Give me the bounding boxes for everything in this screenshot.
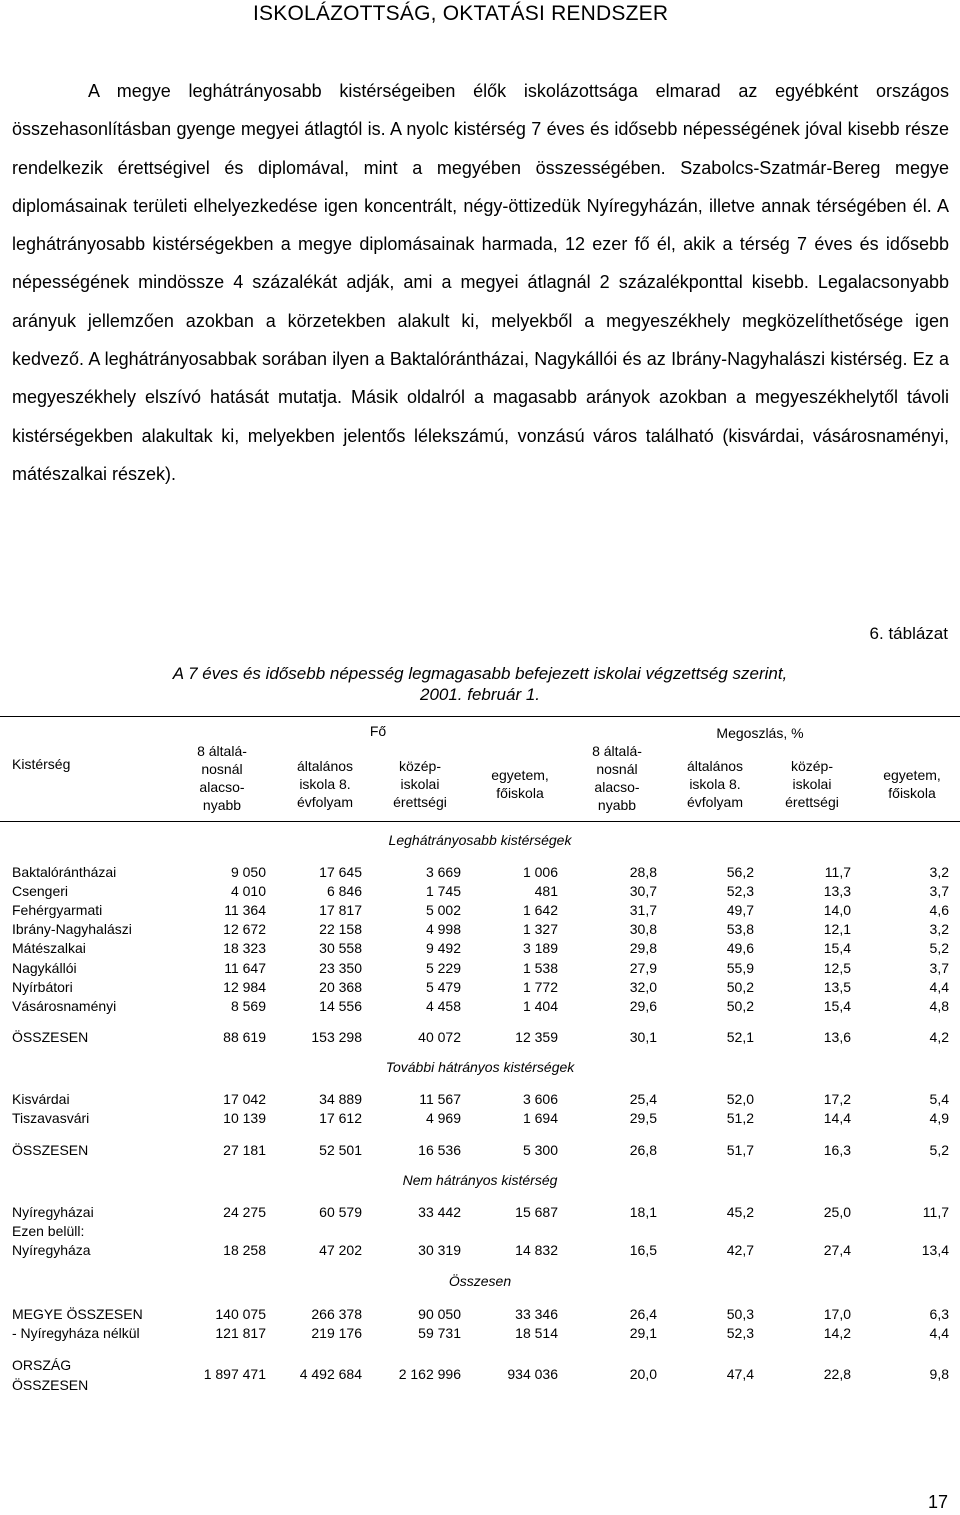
row-label: Vásárosnaményi — [12, 997, 117, 1014]
table-cell: 1 538 — [522, 959, 558, 976]
table-cell: 52,3 — [726, 1325, 754, 1342]
table-cell: 266 378 — [311, 1306, 362, 1322]
row-label: ÖSSZESEN — [12, 1029, 89, 1045]
table-cell: 1 694 — [522, 1110, 558, 1127]
row-label: Nyíregyházai — [12, 1204, 94, 1220]
table-cell: 32,0 — [629, 978, 657, 995]
table-header-rule — [0, 821, 960, 822]
table-cell: 18 323 — [223, 940, 266, 957]
table-cell: 14,4 — [823, 1110, 851, 1127]
table-cell: 30 319 — [418, 1242, 461, 1259]
header-group-fo: Fő — [369, 723, 387, 739]
table-cell: 4,9 — [929, 1110, 949, 1127]
table-cell: 13,6 — [823, 1029, 851, 1045]
section-title: Leghátrányosabb kistérségek — [388, 832, 572, 848]
table-cell: 55,9 — [726, 959, 754, 976]
table-cell: 29,6 — [629, 997, 657, 1014]
table-cell: 121 817 — [215, 1325, 266, 1342]
row-label: Mátészalkai — [12, 940, 86, 957]
table-cell: 5 229 — [425, 959, 461, 976]
table-cell: 27,4 — [823, 1242, 851, 1259]
table-cell: 3,7 — [929, 959, 949, 976]
row-label: Tiszavasvári — [12, 1110, 90, 1127]
table-cell: 30,8 — [629, 921, 657, 938]
table-cell: 12,5 — [823, 959, 851, 976]
table-cell: 88 619 — [223, 1029, 266, 1045]
table-cell: 12,1 — [823, 921, 851, 938]
column-header-5: 8 általá- nosnál alacso- nyabb — [592, 743, 642, 813]
table-cell: 22 158 — [319, 921, 362, 938]
table-cell: 28,8 — [629, 864, 657, 880]
table-cell: 40 072 — [418, 1029, 461, 1045]
table-cell: 25,4 — [629, 1091, 657, 1107]
table-cell: 47 202 — [319, 1242, 362, 1259]
table-title — [60, 663, 900, 705]
table-cell: 18,1 — [629, 1204, 657, 1220]
table-cell: 17,2 — [823, 1091, 851, 1107]
table-cell: 4,6 — [929, 902, 949, 919]
table-cell: 4 492 684 — [299, 1366, 362, 1382]
table-cell: 6 846 — [326, 883, 362, 900]
table-cell: 20 368 — [319, 978, 362, 995]
row-label: Fehérgyarmati — [12, 902, 103, 919]
table-cell: 90 050 — [418, 1306, 461, 1322]
table-cell: 52,3 — [726, 883, 754, 900]
table-cell: 26,4 — [629, 1306, 657, 1322]
table-cell: 18 514 — [515, 1325, 558, 1342]
row-label: ÖSSZESEN — [12, 1142, 89, 1158]
row-label: Ibrány-Nagyhalászi — [12, 921, 132, 938]
row-label: Csengeri — [12, 883, 69, 900]
table-cell: 49,6 — [726, 940, 754, 957]
table-cell: 59 731 — [418, 1325, 461, 1342]
table-cell: 140 075 — [215, 1306, 266, 1322]
table-cell: 60 579 — [319, 1204, 362, 1220]
table-cell: 51,2 — [726, 1110, 754, 1127]
column-header-6: általános iskola 8. évfolyam — [686, 758, 744, 810]
table-cell: 1 006 — [522, 864, 558, 880]
table-cell: 16,3 — [823, 1142, 851, 1158]
table-cell: 24 275 — [223, 1204, 266, 1220]
table-cell: 1 327 — [522, 921, 558, 938]
page-number: 17 — [927, 1492, 948, 1512]
table-cell: 11 364 — [224, 902, 266, 919]
section-title: Nem hátrányos kistérség — [402, 1172, 558, 1188]
row-label: Baktalórántházai — [12, 864, 117, 880]
table-cell: 15,4 — [823, 997, 851, 1014]
table-cell: 42,7 — [726, 1242, 754, 1259]
table-cell: 17 817 — [319, 902, 362, 919]
table-cell: 11 567 — [419, 1091, 461, 1107]
table-cell: 30,7 — [629, 883, 657, 900]
table-cell: 22,8 — [823, 1366, 851, 1382]
table-cell: 51,7 — [726, 1142, 754, 1158]
column-header-8: egyetem, főiskola — [883, 767, 941, 801]
table-cell: 1 772 — [522, 978, 558, 995]
table-cell: 11,7 — [922, 1204, 949, 1220]
table-cell: 12 359 — [515, 1029, 558, 1045]
table-cell: 14 556 — [319, 997, 362, 1014]
table-cell: 17 612 — [319, 1110, 362, 1127]
table-cell: 50,2 — [726, 978, 754, 995]
row-label: MEGYE ÖSSZESEN — [12, 1306, 143, 1322]
table-cell: 9 050 — [230, 864, 266, 880]
row-label: - Nyíregyháza nélkül — [12, 1325, 140, 1342]
column-header-1: 8 általá- nosnál alacso- nyabb — [197, 743, 247, 813]
table-cell: 25,0 — [823, 1204, 851, 1220]
table-cell: 1 745 — [425, 883, 461, 900]
table-cell: 18 258 — [223, 1242, 266, 1259]
table-cell: 481 — [534, 883, 558, 900]
table-cell: 9,8 — [929, 1366, 949, 1382]
page-heading: ISKOLÁZOTTSÁG, OKTATÁSI RENDSZER — [253, 2, 669, 25]
table-cell: 14,0 — [823, 902, 851, 919]
section-title: Összesen — [448, 1273, 512, 1289]
table-cell: 52 501 — [319, 1142, 362, 1158]
table-cell: 50,2 — [726, 997, 754, 1014]
table-cell: 17,0 — [823, 1306, 851, 1322]
table-cell: 153 298 — [311, 1029, 362, 1045]
body-paragraph: A megye leghátrányosabb kistérségeiben élők iskolázottsága elmarad az egyébként országos összehasonlításban gyenge megyei átlagtól is. A nyolc kistérség 7 éves és idősebb népességének jóval kisebb része rendelkezik érettségivel és diplomával, mint a megyében összességében. Szabolcs-Szatmár-Bereg megye diplomásainak területi elhelyezkedése igen koncentrált, négy-öttizedük Nyíregyházán, illetve annak térségében él. A leghátrányosabb kistérségekben a megye diplomásainak harmada, 12 ezer fő él, akik a térség 7 éves és idősebb népességének mindössze 4 százalékát adják, ami a megyei átlagnál 2 százalékponttal kisebb. Legalacsonyabb arányuk jellemzően azokban a körzetekben alakult ki, melyekből a megyeszékhely megközelíthetősége igen kedvező. A leghátrányosabbak sorában ilyen a Baktalórántházai, Nagykállói és az Ibrány-Nagyhalászi kistérség. Ez a megyeszékhely elszívó hatását mutatja. Másik oldalról a magasabb arányok azokban a megyeszékhelytől távoli kistérségekben alakultak ki, melyekben jelentős lélekszámú, vonzású város található (kisvárdai, vásárosnaményi, mátészalkai részek). — [12, 81, 949, 484]
table-cell: 5,2 — [929, 1142, 949, 1158]
table-number: 6. táblázat — [869, 624, 948, 643]
table-cell: 1 404 — [522, 997, 558, 1014]
table-cell: 29,1 — [629, 1325, 657, 1342]
table-cell: 934 036 — [507, 1366, 558, 1382]
table-cell: 17 645 — [319, 864, 362, 880]
row-label: Nyíregyháza — [12, 1242, 91, 1259]
table-cell: 12 672 — [223, 921, 266, 938]
table-cell: 14 832 — [515, 1242, 558, 1259]
table-cell: 1 642 — [522, 902, 558, 919]
table-cell: 4,4 — [929, 978, 949, 995]
header-kisterseg: Kistérség — [12, 756, 71, 772]
table-cell: 31,7 — [629, 902, 657, 919]
table-cell: 16,5 — [629, 1242, 657, 1259]
table-cell: 3 606 — [522, 1091, 558, 1107]
table-cell: 219 176 — [311, 1325, 362, 1342]
table-cell: 4 458 — [425, 997, 461, 1014]
table-cell: 20,0 — [629, 1366, 657, 1382]
table-cell: 5 300 — [522, 1142, 558, 1158]
table-cell: 17 042 — [223, 1091, 266, 1107]
table-cell: 12 984 — [223, 978, 266, 995]
table-cell: 15 687 — [515, 1204, 558, 1220]
header-group-megoszlas: Megoszlás, % — [716, 725, 804, 741]
row-label: Kisvárdai — [12, 1091, 70, 1107]
table-cell: 26,8 — [629, 1142, 657, 1158]
table-top-rule — [0, 716, 960, 717]
section-title: További hátrányos kistérségek — [385, 1059, 575, 1075]
column-header-4: egyetem, főiskola — [491, 767, 549, 801]
table-cell: 5,4 — [929, 1091, 949, 1107]
column-header-7: közép- iskolai érettségi — [785, 758, 839, 810]
table-cell: 5,2 — [929, 940, 949, 957]
table-cell: 34 889 — [319, 1091, 362, 1107]
table-cell: 11,7 — [824, 864, 851, 880]
table-cell: 47,4 — [726, 1366, 754, 1382]
table-cell: 30 558 — [319, 940, 362, 957]
table-cell: 3 189 — [522, 940, 558, 957]
table-cell: 4 969 — [425, 1110, 461, 1127]
table-cell: 6,3 — [929, 1306, 949, 1322]
table-cell: 4,2 — [929, 1029, 949, 1045]
column-header-3: közép- iskolai érettségi — [393, 758, 447, 810]
table-cell: 52,0 — [726, 1091, 754, 1107]
row-label: Ezen belüll: — [12, 1223, 85, 1240]
table-cell: 8 569 — [230, 997, 266, 1014]
table-title-line1: A 7 éves és idősebb népesség legmagasabb befejezett iskolai végzettség szerint, — [172, 664, 788, 683]
table-cell: 4,8 — [929, 997, 949, 1014]
table-cell: 10 139 — [223, 1110, 266, 1127]
table-cell: 30,1 — [629, 1029, 657, 1045]
table-cell: 9 492 — [425, 940, 461, 957]
table-cell: 13,3 — [823, 883, 851, 900]
column-header-2: általános iskola 8. évfolyam — [296, 758, 354, 810]
row-label: ORSZÁG ÖSSZESEN — [12, 1357, 89, 1393]
table-cell: 4 010 — [230, 883, 266, 900]
table-cell: 2 162 996 — [398, 1366, 461, 1382]
table-cell: 4,4 — [929, 1325, 949, 1342]
table-cell: 5 479 — [425, 978, 461, 995]
table-cell: 45,2 — [726, 1204, 754, 1220]
table-cell: 4 998 — [425, 921, 461, 938]
table-cell: 13,4 — [921, 1242, 949, 1259]
table-cell: 29,5 — [629, 1110, 657, 1127]
table-cell: 3,7 — [929, 883, 949, 900]
table-cell: 1 897 471 — [203, 1366, 266, 1382]
table-cell: 56,2 — [726, 864, 754, 880]
row-label: Nyírbátori — [12, 978, 73, 995]
table-cell: 27,9 — [629, 959, 657, 976]
table-cell: 13,5 — [823, 978, 851, 995]
table-cell: 33 442 — [418, 1204, 461, 1220]
table-title-line2: 2001. február 1. — [419, 685, 541, 704]
table-cell: 27 181 — [223, 1142, 266, 1158]
table-cell: 14,2 — [823, 1325, 851, 1342]
table-cell: 50,3 — [726, 1306, 754, 1322]
table-cell: 33 346 — [515, 1306, 558, 1322]
table-cell: 15,4 — [823, 940, 851, 957]
row-label: Nagykállói — [12, 959, 77, 976]
table-cell: 23 350 — [319, 959, 362, 976]
table-cell: 49,7 — [726, 902, 754, 919]
table-cell: 3,2 — [929, 921, 949, 938]
table-cell: 52,1 — [726, 1029, 754, 1045]
table-cell: 16 536 — [418, 1142, 461, 1158]
table-cell: 53,8 — [726, 921, 754, 938]
table-cell: 3,2 — [929, 864, 949, 880]
table-cell: 29,8 — [629, 940, 657, 957]
table-cell: 3 669 — [425, 864, 461, 880]
table-cell: 11 647 — [224, 959, 266, 976]
table-cell: 5 002 — [425, 902, 461, 919]
